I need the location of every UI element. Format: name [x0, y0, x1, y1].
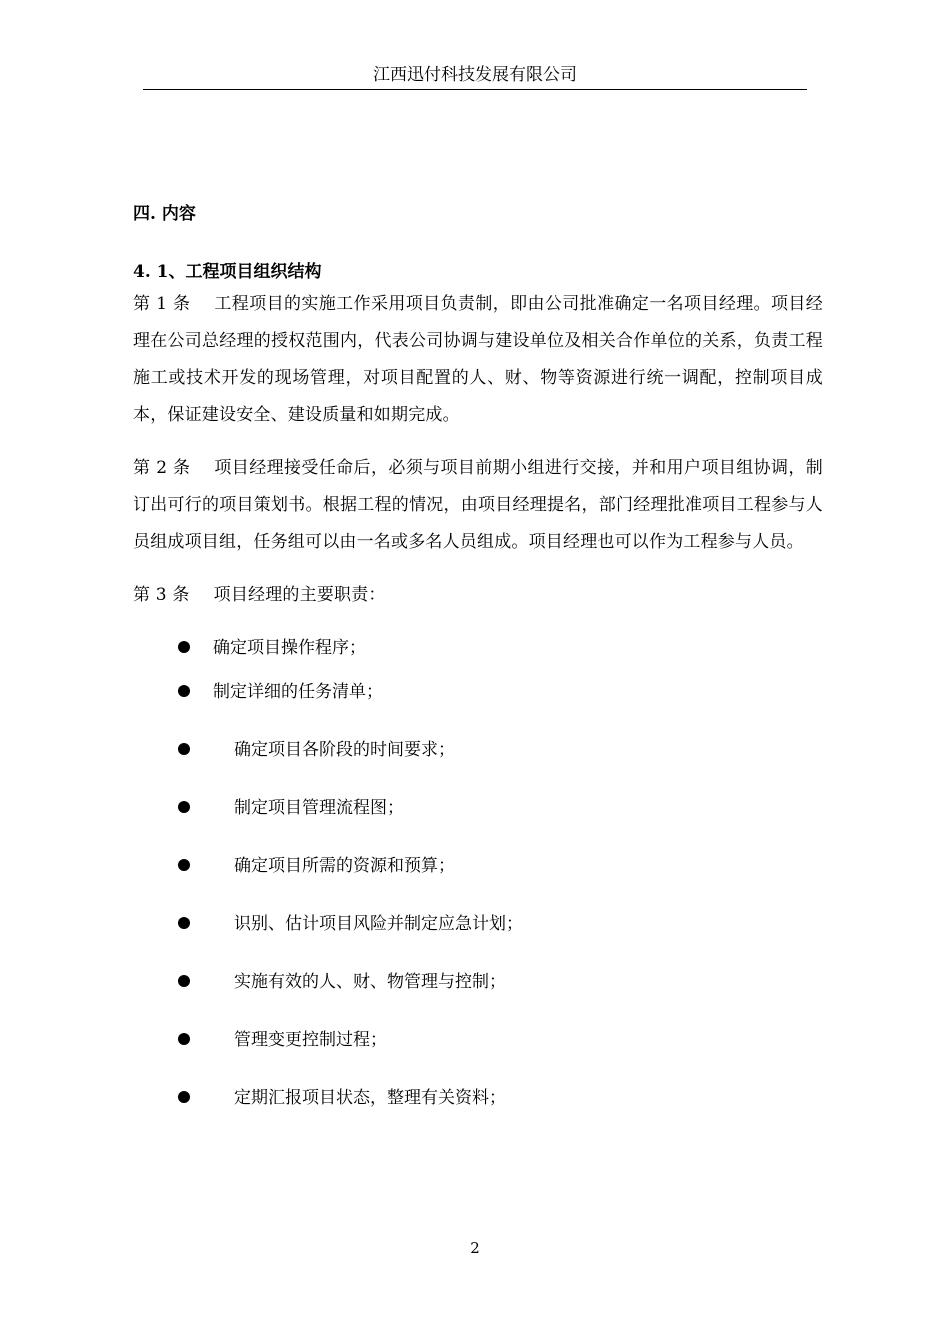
header-divider: [143, 89, 807, 90]
list-item: [133, 634, 823, 662]
list-item: [133, 794, 823, 822]
bullet-icon: [178, 801, 190, 813]
duties-list: [133, 634, 823, 1112]
list-item: [133, 1084, 823, 1112]
bullet-icon: [178, 1033, 190, 1045]
list-item: [133, 1026, 823, 1054]
list-item: [133, 910, 823, 938]
article-3: [133, 577, 823, 614]
list-item-text: 确定项目操作程序；: [213, 638, 366, 658]
section-title: 四. 内容: [133, 204, 196, 224]
article-number: 第 1 条: [133, 294, 191, 314]
bullet-icon: [178, 641, 190, 653]
list-item-text: 确定项目所需的资源和预算；: [234, 856, 455, 876]
article-number: 第 3 条: [133, 585, 190, 605]
list-item-text: 制定详细的任务清单；: [213, 682, 383, 702]
subsection-title: 4. 1、工程项目组织结构: [133, 262, 322, 282]
bullet-icon: [178, 1091, 190, 1103]
list-item: [133, 736, 823, 764]
article-number: 第 2 条: [133, 458, 191, 478]
article-text: 项目经理接受任命后，必须与项目前期小组进行交接，并和用户项目组协调，制订出可行的项目策划书。根据工程的情况，由项目经理提名，部门经理批准项目工程参与人员组成项目组，任务组可以由一名或多名人员组成。项目经理也可以作为工程参与人员。: [133, 458, 824, 552]
list-item-text: 识别、估计项目风险并制定应急计划；: [234, 914, 523, 934]
article-text: 项目经理的主要职责：: [213, 585, 386, 605]
document-body: [133, 200, 823, 1112]
list-item: [133, 678, 823, 706]
article-text: 工程项目的实施工作采用项目负责制，即由公司批准确定一名项目经理。项目经理在公司总经理的授权范围内，代表公司协调与建设单位及相关合作单位的关系，负责工程施工或技术开发的现场管理，对项目配置的人、财、物等资源进行统一调配，控制项目成本，保证建设安全、建设质量和如期完成。: [133, 294, 824, 425]
bullet-icon: [178, 685, 190, 697]
list-item: [133, 852, 823, 880]
list-item-text: 管理变更控制过程；: [234, 1030, 387, 1050]
bullet-icon: [178, 975, 190, 987]
list-item-text: 制定项目管理流程图；: [234, 798, 404, 818]
page-header: 江西迅付科技发展有限公司: [373, 65, 577, 85]
list-item-text: 定期汇报项目状态，整理有关资料；: [234, 1088, 506, 1108]
bullet-icon: [178, 859, 190, 871]
article-1: [133, 286, 823, 434]
page-number: 2: [470, 1239, 480, 1257]
bullet-icon: [178, 743, 190, 755]
list-item-text: 确定项目各阶段的时间要求；: [234, 740, 455, 760]
list-item: [133, 968, 823, 996]
list-item-text: 实施有效的人、财、物管理与控制；: [234, 972, 506, 992]
bullet-icon: [178, 917, 190, 929]
article-2: [133, 450, 823, 561]
